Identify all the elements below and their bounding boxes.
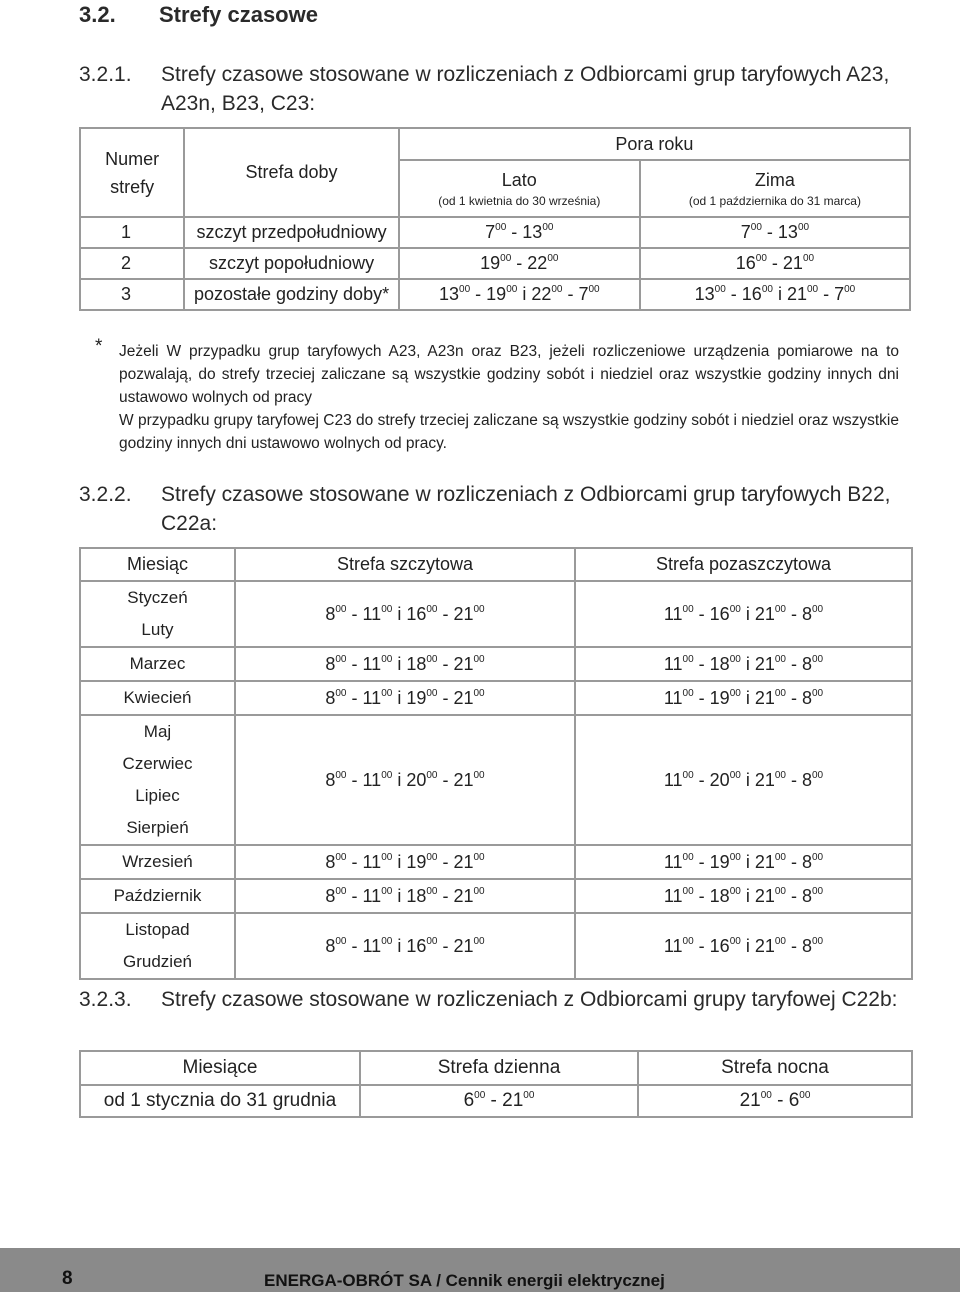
summer-hours: $13^{00} - 19^{00}$ i $22^{00} - 7^{00}$ bbox=[399, 279, 640, 310]
zone-name: pozostałe godziny doby* bbox=[184, 279, 398, 310]
peak-hours: $8^{00} - 11^{00}$ i $19^{00} - 21^{00}$ bbox=[235, 681, 575, 715]
offpeak-hours: $11^{00} - 18^{00}$ i $21^{00} - 8^{00}$ bbox=[575, 879, 912, 913]
zones-table-c22b bbox=[79, 1050, 913, 1118]
offpeak-hours: $11^{00} - 20^{00}$ i $21^{00} - 8^{00}$ bbox=[575, 715, 912, 845]
month-name: Wrzesień bbox=[80, 845, 235, 879]
table-row bbox=[80, 913, 912, 946]
month-name: Sierpień bbox=[80, 812, 235, 845]
table-row bbox=[80, 217, 910, 248]
heading-title: Strefy czasowe bbox=[159, 2, 318, 27]
peak-hours: $8^{00} - 11^{00}$ i $16^{00} - 21^{00}$ bbox=[235, 581, 575, 647]
section-3-text: Strefy czasowe stosowane w rozliczeniach z Odbiorcami grupy taryfowej C22b: bbox=[161, 988, 898, 1011]
month-name: Grudzień bbox=[80, 946, 235, 979]
zone-name: szczyt przedpołudniowy bbox=[184, 217, 398, 248]
zone-number: 2 bbox=[80, 248, 184, 279]
header-winter-range: (od 1 października do 31 marca) bbox=[688, 193, 861, 208]
peak-hours: $8^{00} - 11^{00}$ i $18^{00} - 21^{00}$ bbox=[235, 879, 575, 913]
month-name: Marzec bbox=[80, 647, 235, 681]
offpeak-hours: $11^{00} - 16^{00}$ i $21^{00} - 8^{00}$ bbox=[575, 913, 912, 979]
section-1-text: Strefy czasowe stosowane w rozliczeniach z Odbiorcami grup taryfowych A23, A23n, B23, C23: bbox=[161, 63, 890, 115]
winter-hours: $7^{00} - 13^{00}$ bbox=[640, 217, 910, 248]
header-season: Pora roku bbox=[399, 128, 910, 160]
table-row bbox=[80, 879, 912, 913]
offpeak-hours: $11^{00} - 16^{00}$ i $21^{00} - 8^{00}$ bbox=[575, 581, 912, 647]
footnote-paragraph-2: W przypadku grupy taryfowej C23 do strefy trzeciej zaliczane są wszystkie godziny sobót i niedziel oraz wszystkie godziny innych dni ustawowo wolnych od pracy. bbox=[119, 412, 899, 452]
section-2-text: Strefy czasowe stosowane w rozliczeniach z Odbiorcami grup taryfowych B22, C22a: bbox=[161, 483, 891, 535]
peak-hours: $8^{00} - 11^{00}$ i $16^{00} - 21^{00}$ bbox=[235, 913, 575, 979]
table-row bbox=[80, 581, 912, 614]
header-night: Strefa nocna bbox=[638, 1051, 912, 1085]
header-summer: Lato (od 1 kwietnia do 30 września) bbox=[399, 160, 640, 217]
section-1-number: 3.2.1. bbox=[79, 63, 132, 86]
zone-number: 3 bbox=[80, 279, 184, 310]
month-name: Styczeń bbox=[80, 581, 235, 614]
month-name: Czerwiec bbox=[80, 748, 235, 780]
row-months: od 1 stycznia do 31 grudnia bbox=[80, 1085, 360, 1117]
peak-hours: $8^{00} - 11^{00}$ i $18^{00} - 21^{00}$ bbox=[235, 647, 575, 681]
header-summer-range: (od 1 kwietnia do 30 września) bbox=[438, 193, 601, 208]
row-night-hours: $21^{00} - 6^{00}$ bbox=[638, 1085, 912, 1117]
summer-hours: $7^{00} - 13^{00}$ bbox=[399, 217, 640, 248]
footnote-paragraph-1: Jeżeli W przypadku grup taryfowych A23, A23n oraz B23, jeżeli rozliczeniowe urządzenia pomiarowe na to pozwalają, do strefy trzeciej zaliczane są wszystkie godziny sobót i niedziel oraz wszystkie godziny innych dni ustawowo wolnych od pracy bbox=[119, 343, 899, 406]
month-name: Maj bbox=[80, 715, 235, 748]
header-month: Miesiąc bbox=[80, 548, 235, 581]
page-number: 8 bbox=[62, 1268, 73, 1289]
header-peak: Strefa szczytowa bbox=[235, 548, 575, 581]
section-3-number: 3.2.3. bbox=[79, 988, 132, 1011]
header-day-zone: Strefa doby bbox=[184, 128, 398, 217]
offpeak-hours: $11^{00} - 19^{00}$ i $21^{00} - 8^{00}$ bbox=[575, 845, 912, 879]
footnote-star: * bbox=[95, 336, 103, 357]
table-row bbox=[80, 715, 912, 748]
header-day: Strefa dzienna bbox=[360, 1051, 638, 1085]
month-name: Luty bbox=[80, 614, 235, 647]
header-zone-number: Numer strefy bbox=[80, 128, 184, 217]
section-2-title bbox=[79, 480, 921, 540]
month-name: Październik bbox=[80, 879, 235, 913]
month-name: Kwiecień bbox=[80, 681, 235, 715]
zone-number: 1 bbox=[80, 217, 184, 248]
month-name: Lipiec bbox=[80, 780, 235, 812]
section-1-title bbox=[79, 60, 921, 120]
table-row bbox=[80, 647, 912, 681]
heading-number: 3.2. bbox=[79, 2, 116, 27]
peak-hours: $8^{00} - 11^{00}$ i $19^{00} - 21^{00}$ bbox=[235, 845, 575, 879]
month-name: Listopad bbox=[80, 913, 235, 946]
table-row bbox=[80, 279, 910, 310]
table-row bbox=[80, 248, 910, 279]
zones-table-a23 bbox=[79, 127, 911, 311]
offpeak-hours: $11^{00} - 19^{00}$ i $21^{00} - 8^{00}$ bbox=[575, 681, 912, 715]
zones-table-b22 bbox=[79, 547, 913, 980]
footnote-text bbox=[119, 340, 899, 455]
summer-hours: $19^{00} - 22^{00}$ bbox=[399, 248, 640, 279]
table-row bbox=[80, 845, 912, 879]
winter-hours: $16^{00} - 21^{00}$ bbox=[640, 248, 910, 279]
header-winter: Zima (od 1 października do 31 marca) bbox=[640, 160, 910, 217]
header-months: Miesiące bbox=[80, 1051, 360, 1085]
footer-title: ENERGA-OBRÓT SA / Cennik energii elektrycznej bbox=[264, 1271, 665, 1290]
header-offpeak: Strefa pozaszczytowa bbox=[575, 548, 912, 581]
peak-hours: $8^{00} - 11^{00}$ i $20^{00} - 21^{00}$ bbox=[235, 715, 575, 845]
section-heading bbox=[79, 2, 318, 28]
winter-hours: $13^{00} - 16^{00}$ i $21^{00} - 7^{00}$ bbox=[640, 279, 910, 310]
zone-name: szczyt popołudniowy bbox=[184, 248, 398, 279]
table-row bbox=[80, 681, 912, 715]
row-day-hours: $6^{00} - 21^{00}$ bbox=[360, 1085, 638, 1117]
section-3-title bbox=[79, 985, 921, 1045]
section-2-number: 3.2.2. bbox=[79, 483, 132, 506]
offpeak-hours: $11^{00} - 18^{00}$ i $21^{00} - 8^{00}$ bbox=[575, 647, 912, 681]
